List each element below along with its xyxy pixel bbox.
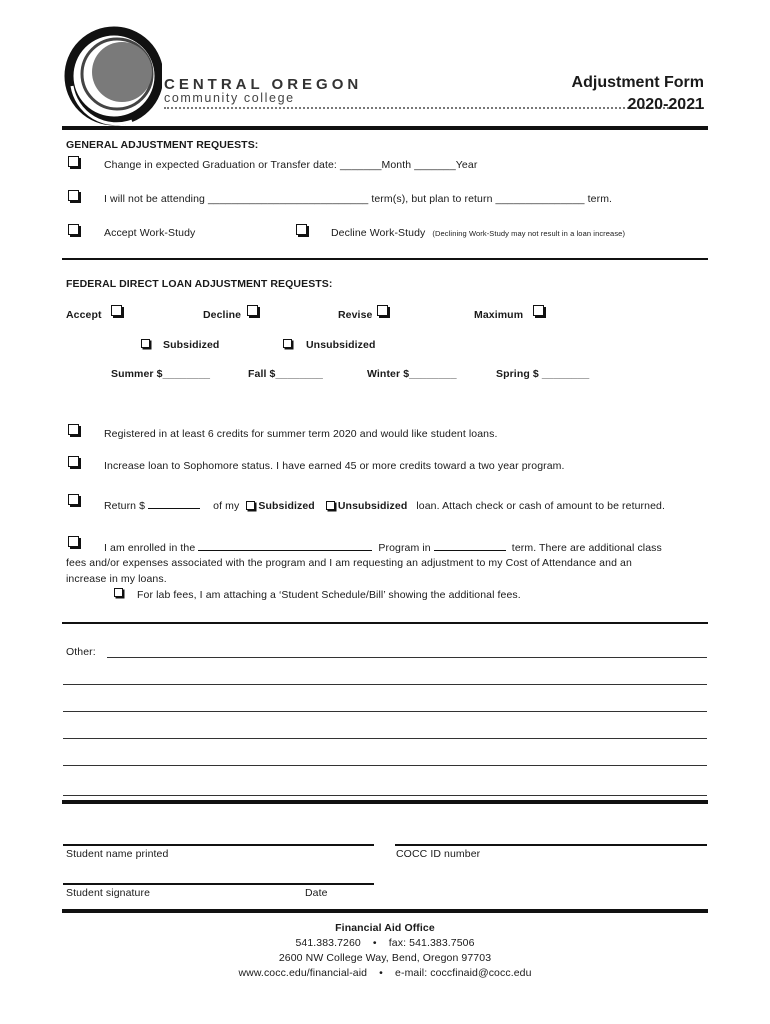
summer-credits-checkbox[interactable] xyxy=(68,424,79,435)
form-title: Adjustment Form xyxy=(571,74,704,91)
return-subsidized-checkbox[interactable] xyxy=(246,501,255,510)
footer-phones: 541.383.7260 • fax: 541.383.7506 xyxy=(295,937,475,949)
college-logo xyxy=(62,26,162,126)
enrolled-line3: increase in my loans. xyxy=(66,573,167,585)
program-name-blank[interactable] xyxy=(198,540,372,551)
summer-amount[interactable]: Summer $________ xyxy=(111,368,211,380)
return-checkbox[interactable] xyxy=(68,494,79,505)
other-line-1[interactable] xyxy=(107,657,707,658)
enrolled-program-checkbox[interactable] xyxy=(68,536,79,547)
other-divider xyxy=(62,800,708,804)
enrolled-b: Program in xyxy=(378,542,431,554)
requests-divider xyxy=(62,622,708,624)
decline-work-study-group xyxy=(331,227,625,239)
decline-work-study-label: Decline Work-Study xyxy=(331,227,426,239)
lab-fees-text: For lab fees, I am attaching a ‘Student Schedule/Bill’ showing the additional fees. xyxy=(137,589,521,601)
enrolled-c: term. There are additional class xyxy=(511,542,662,554)
return-unsubsidized-label: Unsubsidized xyxy=(337,500,408,512)
loan-accept-label: Accept xyxy=(66,309,102,321)
footer-office: Financial Aid Office xyxy=(335,922,435,934)
unsubsidized-label: Unsubsidized xyxy=(306,339,376,351)
lab-fees-checkbox[interactable] xyxy=(114,588,123,597)
sophomore-checkbox[interactable] xyxy=(68,456,79,467)
enrolled-line2: fees and/or expenses associated with the program and I am requesting an adjustment to my Cost of Attendance and an xyxy=(66,557,632,569)
footer-address: 2600 NW College Way, Bend, Oregon 97703 xyxy=(278,952,492,964)
name-printed-label: Student name printed xyxy=(66,848,169,860)
other-line-5[interactable] xyxy=(63,765,707,766)
footer-rule xyxy=(62,909,708,913)
loan-revise-label: Revise xyxy=(338,309,373,321)
signature-label: Student signature xyxy=(66,887,151,899)
enrolled-a: I am enrolled in the xyxy=(104,542,196,554)
accept-work-study-checkbox[interactable] xyxy=(68,224,79,235)
graduation-date-text: Change in expected Graduation or Transfer date: _______Month _______Year xyxy=(104,159,478,171)
summer-credits-text: Registered in at least 6 credits for summer term 2020 and would like student loans. xyxy=(104,428,498,440)
loan-decline-checkbox[interactable] xyxy=(247,305,258,316)
subsidized-checkbox[interactable] xyxy=(141,339,150,348)
not-attending-checkbox[interactable] xyxy=(68,190,79,201)
other-line-6[interactable] xyxy=(63,795,707,796)
return-mid: of my xyxy=(213,500,240,512)
graduation-date-checkbox[interactable] xyxy=(68,156,79,167)
name-printed-line[interactable] xyxy=(63,844,374,846)
decline-work-study-checkbox[interactable] xyxy=(296,224,307,235)
return-unsubsidized-checkbox[interactable] xyxy=(326,501,335,510)
not-attending-text: I will not be attending ___________________________ term(s), but plan to return _______________ term. xyxy=(104,193,613,205)
loan-decline-label: Decline xyxy=(203,309,242,321)
loan-maximum-checkbox[interactable] xyxy=(533,305,544,316)
return-suffix: loan. Attach check or cash of amount to be returned. xyxy=(416,500,665,512)
other-line-2[interactable] xyxy=(63,684,707,685)
signature-line[interactable] xyxy=(63,883,374,885)
loan-accept-checkbox[interactable] xyxy=(111,305,122,316)
general-divider xyxy=(62,258,708,260)
return-line xyxy=(104,498,665,512)
college-name-line1: CENTRAL OREGON xyxy=(164,76,363,93)
form-year: 2020-2021 xyxy=(627,96,704,113)
logo-mark-icon xyxy=(62,26,162,126)
spring-amount[interactable]: Spring $ ________ xyxy=(496,368,590,380)
enrolled-line1 xyxy=(104,540,662,554)
return-subsidized-label: Subsidized xyxy=(258,500,315,512)
loan-revise-checkbox[interactable] xyxy=(377,305,388,316)
decline-work-study-note: (Declining Work-Study may not result in a loan increase) xyxy=(432,229,626,238)
loan-heading: FEDERAL DIRECT LOAN ADJUSTMENT REQUESTS: xyxy=(66,278,333,290)
return-prefix: Return $ xyxy=(104,500,146,512)
subsidized-label: Subsidized xyxy=(163,339,220,351)
college-name-line2: community college xyxy=(164,91,295,105)
winter-amount[interactable]: Winter $________ xyxy=(367,368,457,380)
unsubsidized-checkbox[interactable] xyxy=(283,339,292,348)
accept-work-study-label: Accept Work-Study xyxy=(104,227,196,239)
cocc-id-line[interactable] xyxy=(395,844,707,846)
sophomore-text: Increase loan to Sophomore status. I have earned 45 or more credits toward a two year program. xyxy=(104,460,565,472)
date-label: Date xyxy=(305,887,328,899)
program-term-blank[interactable] xyxy=(434,540,506,551)
header-rule xyxy=(62,126,708,130)
fall-amount[interactable]: Fall $________ xyxy=(248,368,323,380)
footer xyxy=(62,921,708,981)
other-line-3[interactable] xyxy=(63,711,707,712)
footer-web[interactable]: www.cocc.edu/financial-aid • e-mail: coccfinaid@cocc.edu xyxy=(238,967,532,979)
other-line-4[interactable] xyxy=(63,738,707,739)
loan-maximum-label: Maximum xyxy=(474,309,524,321)
return-amount-blank[interactable] xyxy=(148,498,200,509)
other-label: Other: xyxy=(66,646,96,658)
general-heading: GENERAL ADJUSTMENT REQUESTS: xyxy=(66,139,259,151)
cocc-id-label: COCC ID number xyxy=(396,848,481,860)
